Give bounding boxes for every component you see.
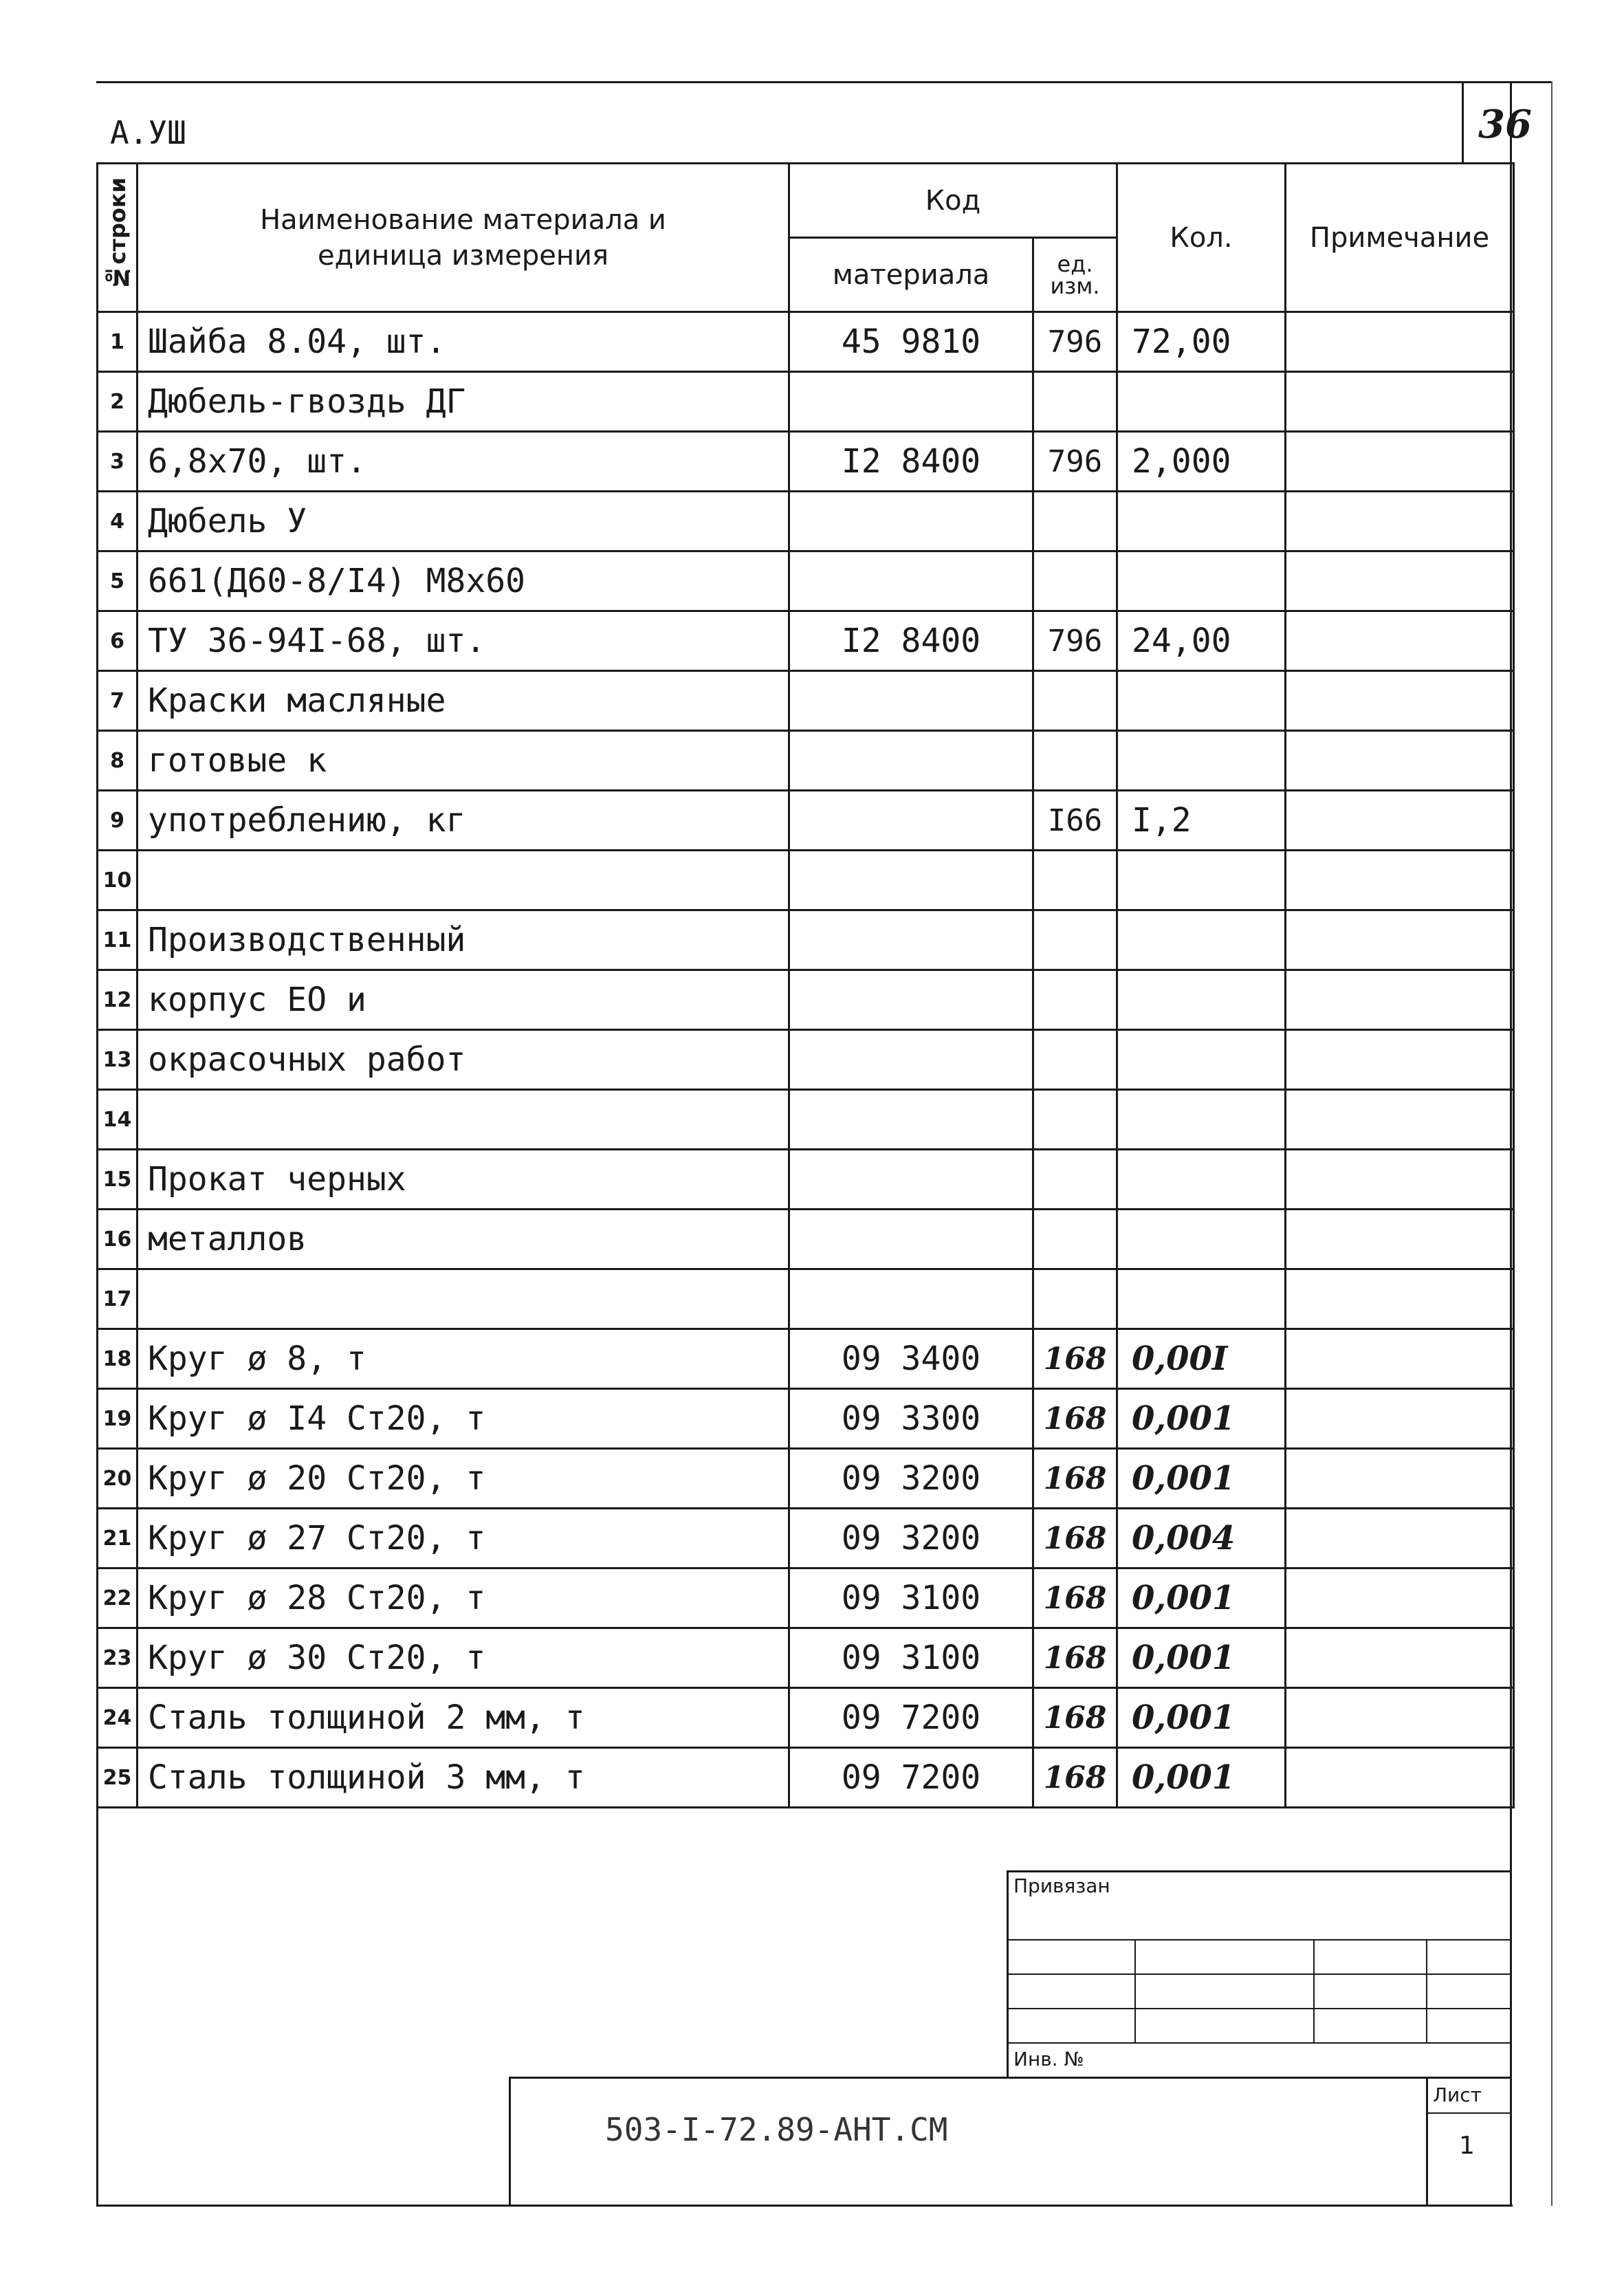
material-code	[789, 910, 1033, 970]
row-number: 8	[98, 731, 138, 791]
stamp-grid-line-4	[1007, 2042, 1511, 2044]
unit-code	[1033, 910, 1117, 970]
unit-code: 168	[1033, 1449, 1117, 1509]
material-code	[789, 1269, 1033, 1329]
quantity-value: I,2	[1117, 791, 1286, 851]
quantity-value: 0,001	[1117, 1389, 1286, 1449]
stamp-grid-col-3	[1426, 1939, 1427, 2042]
doc-box-top-line	[509, 2077, 1511, 2079]
table-row	[98, 1748, 1514, 1808]
quantity-value: 0,004	[1117, 1509, 1286, 1568]
row-number: 20	[98, 1449, 138, 1509]
material-name: Круг ø 28 Ст20, т	[138, 1568, 789, 1628]
material-code	[789, 791, 1033, 851]
unit-code: 796	[1033, 432, 1117, 492]
unit-code: 796	[1033, 312, 1117, 372]
material-code: 09 3400	[789, 1329, 1033, 1389]
attached-label: Привязан	[1013, 1874, 1110, 1897]
header-code-unit: ед. изм.	[1033, 238, 1117, 312]
table-row	[98, 970, 1514, 1030]
header-code: Код	[789, 164, 1117, 238]
material-code: 09 3100	[789, 1628, 1033, 1688]
material-code	[789, 970, 1033, 1030]
row-number: 15	[98, 1150, 138, 1210]
note-cell	[1286, 1030, 1514, 1090]
table-row	[98, 1688, 1514, 1748]
unit-code: 168	[1033, 1389, 1117, 1449]
material-name: Дюбель У	[138, 492, 789, 551]
material-code: 09 7200	[789, 1688, 1033, 1748]
row-number: 5	[98, 551, 138, 611]
row-number: 13	[98, 1030, 138, 1090]
note-cell	[1286, 1329, 1514, 1389]
table-row	[98, 1030, 1514, 1090]
unit-code	[1033, 1269, 1117, 1329]
quantity-value: 24,00	[1117, 611, 1286, 671]
material-code	[789, 551, 1033, 611]
note-cell	[1286, 731, 1514, 791]
row-number: 9	[98, 791, 138, 851]
unit-code: 168	[1033, 1748, 1117, 1808]
material-name: 6,8х70, шт.	[138, 432, 789, 492]
material-name: употреблению, кг	[138, 791, 789, 851]
note-cell	[1286, 1748, 1514, 1808]
stamp-top-line	[1007, 1870, 1511, 1872]
unit-code: 168	[1033, 1329, 1117, 1389]
table-row	[98, 372, 1514, 432]
row-number: 10	[98, 851, 138, 910]
material-name: Прокат черных	[138, 1150, 789, 1210]
unit-code	[1033, 970, 1117, 1030]
quantity-value: 2,000	[1117, 432, 1286, 492]
header-code-material: материала	[789, 238, 1033, 312]
row-number: 12	[98, 970, 138, 1030]
row-number: 18	[98, 1329, 138, 1389]
table-row	[98, 432, 1514, 492]
material-name: Круг ø 8, т	[138, 1329, 789, 1389]
note-cell	[1286, 492, 1514, 551]
row-number: 16	[98, 1210, 138, 1269]
table-row	[98, 1329, 1514, 1389]
material-code	[789, 1090, 1033, 1150]
material-code	[789, 671, 1033, 731]
table-row	[98, 1509, 1514, 1568]
quantity-value: 72,00	[1117, 312, 1286, 372]
quantity-value	[1117, 551, 1286, 611]
note-cell	[1286, 910, 1514, 970]
note-cell	[1286, 372, 1514, 432]
material-name	[138, 851, 789, 910]
sheet-box-left-line	[1426, 2077, 1428, 2206]
row-number: 11	[98, 910, 138, 970]
table-row	[98, 312, 1514, 372]
note-cell	[1286, 1449, 1514, 1509]
unit-code	[1033, 551, 1117, 611]
table-row	[98, 1628, 1514, 1688]
unit-code	[1033, 372, 1117, 432]
material-code: I2 8400	[789, 432, 1033, 492]
row-number: 17	[98, 1269, 138, 1329]
stamp-grid-line-3	[1007, 2008, 1511, 2009]
unit-code: 168	[1033, 1628, 1117, 1688]
material-name: готовые к	[138, 731, 789, 791]
note-cell	[1286, 1210, 1514, 1269]
stamp-grid-col-1	[1134, 1939, 1136, 2042]
material-name: корпус ЕО и	[138, 970, 789, 1030]
material-code	[789, 731, 1033, 791]
quantity-value	[1117, 1030, 1286, 1090]
material-name: Краски масляные	[138, 671, 789, 731]
material-code	[789, 372, 1033, 432]
note-cell	[1286, 312, 1514, 372]
material-name: ТУ 36-94I-68, шт.	[138, 611, 789, 671]
row-number: 4	[98, 492, 138, 551]
stamp-grid-col-2	[1313, 1939, 1315, 2042]
quantity-value	[1117, 1210, 1286, 1269]
material-name: Круг ø 20 Ст20, т	[138, 1449, 789, 1509]
row-number: 3	[98, 432, 138, 492]
unit-code	[1033, 1150, 1117, 1210]
page-number-box-divider	[1462, 81, 1464, 162]
note-cell	[1286, 1628, 1514, 1688]
quantity-value	[1117, 970, 1286, 1030]
table-row	[98, 671, 1514, 731]
material-code: 09 7200	[789, 1748, 1033, 1808]
note-cell	[1286, 1090, 1514, 1150]
table-row	[98, 551, 1514, 611]
quantity-value	[1117, 671, 1286, 731]
material-code	[789, 851, 1033, 910]
unit-code: 796	[1033, 611, 1117, 671]
row-number: 25	[98, 1748, 138, 1808]
note-cell	[1286, 1150, 1514, 1210]
quantity-value: 0,001	[1117, 1748, 1286, 1808]
quantity-value	[1117, 1150, 1286, 1210]
note-cell	[1286, 791, 1514, 851]
note-cell	[1286, 671, 1514, 731]
quantity-value: 0,001	[1117, 1628, 1286, 1688]
note-cell	[1286, 970, 1514, 1030]
table-row	[98, 910, 1514, 970]
material-code: 09 3100	[789, 1568, 1033, 1628]
table-row	[98, 731, 1514, 791]
row-number: 1	[98, 312, 138, 372]
note-cell	[1286, 551, 1514, 611]
material-name: Шайба 8.04, шт.	[138, 312, 789, 372]
material-name: Дюбель-гвоздь ДГ	[138, 372, 789, 432]
note-cell	[1286, 1509, 1514, 1568]
unit-code	[1033, 731, 1117, 791]
header-material-name: Наименование материала и единица измерения	[138, 164, 789, 312]
material-name: металлов	[138, 1210, 789, 1269]
note-cell	[1286, 611, 1514, 671]
quantity-value	[1117, 372, 1286, 432]
material-name	[138, 1090, 789, 1150]
row-number: 7	[98, 671, 138, 731]
material-code	[789, 1150, 1033, 1210]
document-code: 503-I-72.89-АНТ.СМ	[605, 2111, 948, 2148]
table-row	[98, 1090, 1514, 1150]
page-number: 36	[1478, 102, 1532, 147]
quantity-value: 0,001	[1117, 1688, 1286, 1748]
stamp-grid-line-1	[1007, 1939, 1511, 1940]
note-cell	[1286, 432, 1514, 492]
sheet-number: 1	[1459, 2132, 1475, 2160]
materials-table	[96, 162, 1515, 1808]
stamp-grid-line-2	[1007, 1974, 1511, 1975]
doc-box-left-line	[509, 2077, 511, 2206]
material-code: 09 3300	[789, 1389, 1033, 1449]
row-number: 19	[98, 1389, 138, 1449]
quantity-value: 0,00I	[1117, 1329, 1286, 1389]
material-code: 09 3200	[789, 1449, 1033, 1509]
table-row	[98, 1568, 1514, 1628]
row-number: 23	[98, 1628, 138, 1688]
table-row	[98, 1449, 1514, 1509]
album-label: А.УШ	[110, 114, 186, 151]
unit-code: 168	[1033, 1568, 1117, 1628]
frame-top-line	[96, 81, 1552, 83]
material-code: 09 3200	[789, 1509, 1033, 1568]
row-number: 6	[98, 611, 138, 671]
sheet-box-divider	[1426, 2112, 1511, 2114]
inv-number-label: Инв. №	[1013, 2048, 1084, 2070]
quantity-value	[1117, 731, 1286, 791]
table-row	[98, 611, 1514, 671]
table-row	[98, 1150, 1514, 1210]
material-name: Круг ø 30 Ст20, т	[138, 1628, 789, 1688]
table-row	[98, 492, 1514, 551]
header-quantity: Кол.	[1117, 164, 1286, 312]
table-row	[98, 1269, 1514, 1329]
note-cell	[1286, 1269, 1514, 1329]
material-name: 661(Д60-8/I4) М8х60	[138, 551, 789, 611]
quantity-value	[1117, 1090, 1286, 1150]
material-code: 45 9810	[789, 312, 1033, 372]
table-row	[98, 851, 1514, 910]
quantity-value	[1117, 910, 1286, 970]
material-name: Производственный	[138, 910, 789, 970]
table-row	[98, 1210, 1514, 1269]
material-code: I2 8400	[789, 611, 1033, 671]
material-name	[138, 1269, 789, 1329]
unit-code	[1033, 671, 1117, 731]
header-row-number: №строки	[98, 164, 138, 312]
unit-code	[1033, 1210, 1117, 1269]
table-row	[98, 1389, 1514, 1449]
sheet-label: Лист	[1433, 2084, 1482, 2106]
frame-bottom-line	[96, 2205, 1513, 2207]
material-name: окрасочных работ	[138, 1030, 789, 1090]
material-name: Круг ø I4 Ст20, т	[138, 1389, 789, 1449]
material-code	[789, 1030, 1033, 1090]
unit-code	[1033, 492, 1117, 551]
row-number: 14	[98, 1090, 138, 1150]
material-name: Сталь толщиной 3 мм, т	[138, 1748, 789, 1808]
quantity-value	[1117, 851, 1286, 910]
note-cell	[1286, 1389, 1514, 1449]
unit-code	[1033, 1030, 1117, 1090]
quantity-value	[1117, 1269, 1286, 1329]
unit-code: 168	[1033, 1509, 1117, 1568]
quantity-value: 0,001	[1117, 1568, 1286, 1628]
row-number: 21	[98, 1509, 138, 1568]
quantity-value: 0,001	[1117, 1449, 1286, 1509]
note-cell	[1286, 851, 1514, 910]
material-name: Сталь толщиной 2 мм, т	[138, 1688, 789, 1748]
table-row	[98, 791, 1514, 851]
unit-code	[1033, 851, 1117, 910]
row-number: 24	[98, 1688, 138, 1748]
note-cell	[1286, 1568, 1514, 1628]
frame-outer-right-line	[1551, 81, 1552, 2206]
material-name: Круг ø 27 Ст20, т	[138, 1509, 789, 1568]
quantity-value	[1117, 492, 1286, 551]
unit-code: I66	[1033, 791, 1117, 851]
header-note: Примечание	[1286, 164, 1514, 312]
material-code	[789, 1210, 1033, 1269]
unit-code	[1033, 1090, 1117, 1150]
row-number: 2	[98, 372, 138, 432]
unit-code: 168	[1033, 1688, 1117, 1748]
row-number: 22	[98, 1568, 138, 1628]
material-code	[789, 492, 1033, 551]
note-cell	[1286, 1688, 1514, 1748]
